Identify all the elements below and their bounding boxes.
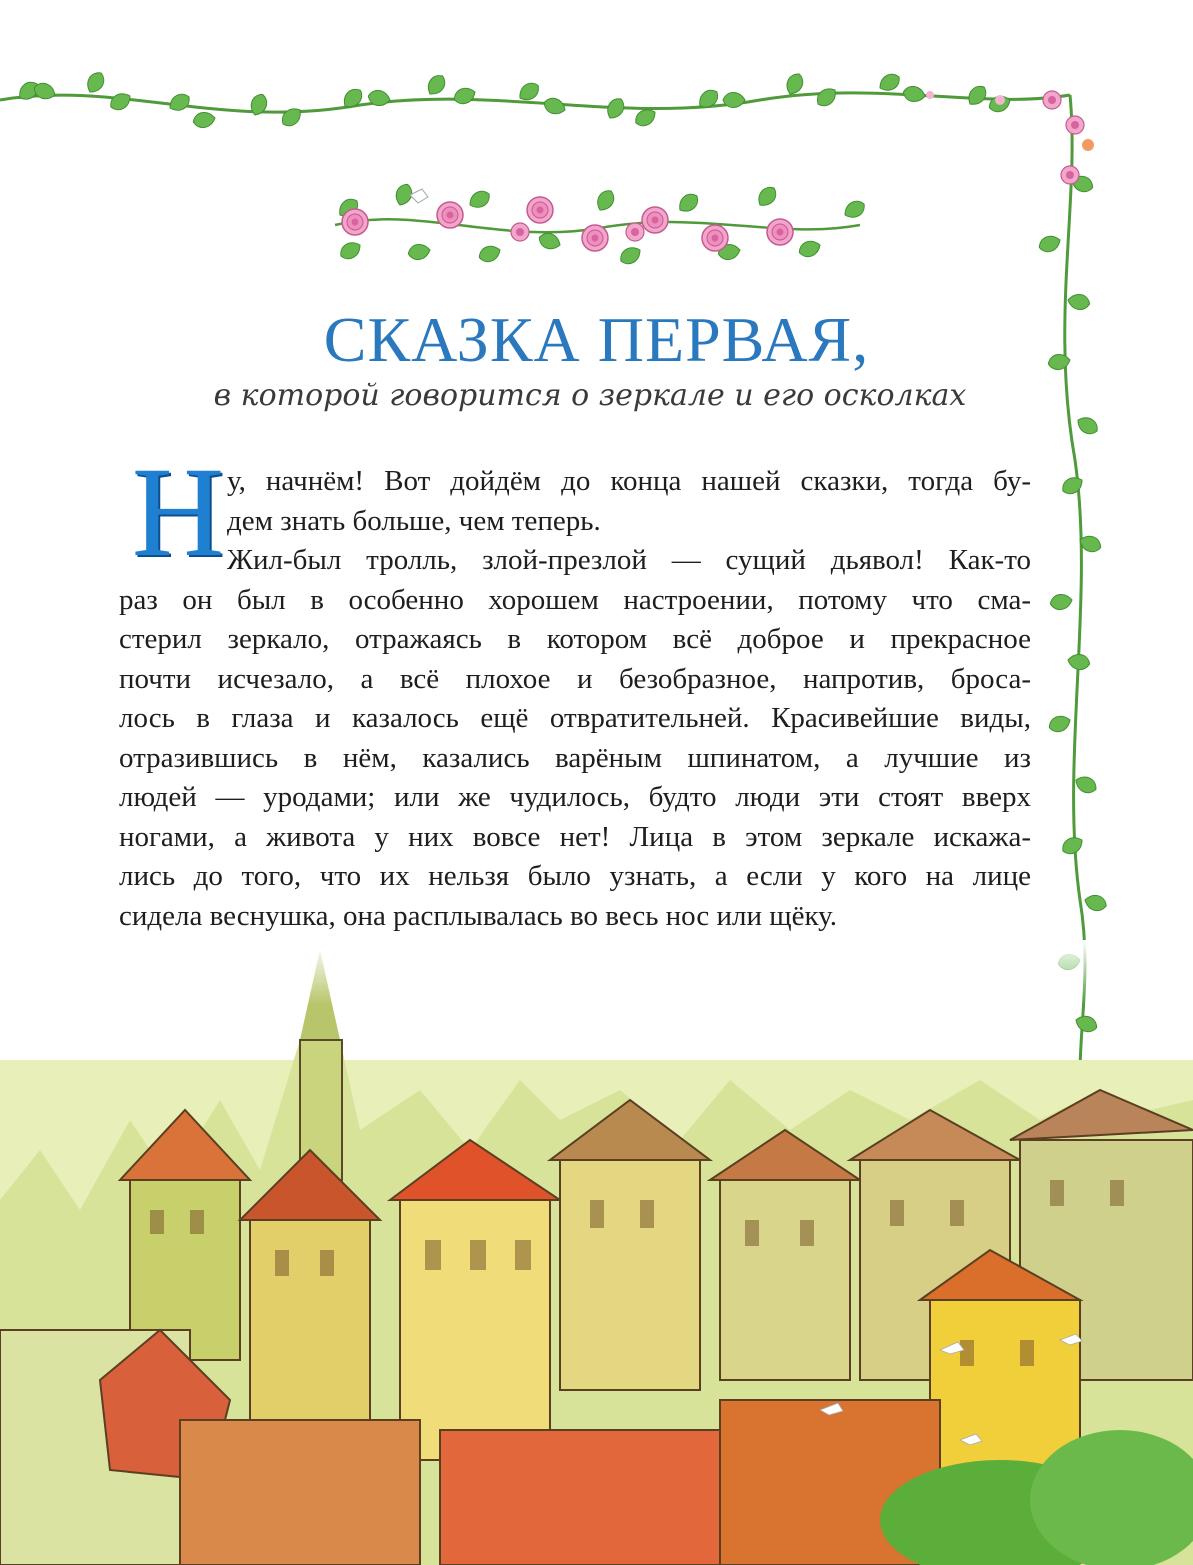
- text-line: Жил-был тролль, злой-презлой — сущий дьявол! Как-то: [227, 544, 1031, 576]
- text-line: у, начнём! Вот дойдём до конца нашей сказки, тогда бу-: [227, 465, 1031, 497]
- story-text: [119, 462, 1031, 936]
- text-line: дем знать больше, чем теперь.: [227, 504, 601, 537]
- rose-garland-icon: [335, 182, 868, 268]
- chapter-title: СКАЗКА ПЕРВАЯ,: [323, 304, 870, 375]
- text-line: лись до того, что их нельзя было узнать, а если у кого на лице: [119, 860, 1031, 892]
- text-line: отразившись в нём, казались варёным шпинатом, а лучшие из: [119, 741, 1031, 774]
- drop-cap: Н: [131, 441, 225, 583]
- text-line: сидела веснушка, она расплывалась во весь нос или щёку.: [119, 899, 838, 932]
- text-line: ногами, а живота у них вовсе нет! Лица в этом зеркале искажа-: [119, 820, 1031, 853]
- text-line: лось в глаза и казалось ещё отвратительней. Красивейшие виды,: [119, 702, 1031, 734]
- chapter-subtitle: в которой говорится о зеркале и его осколках: [213, 378, 967, 413]
- text-line: раз он был в особенно хорошем настроении, потому что сма-: [119, 583, 1031, 616]
- text-line: людей — уродами; или же чудилось, будто люди эти стоят вверх: [119, 781, 1031, 813]
- text-line: стерил зеркало, отражаясь в котором всё доброе и прекрасное: [119, 623, 1031, 655]
- old-town-rooftops-illustration: [0, 940, 1193, 1565]
- text-line: почти исчезало, а всё плохое и безобразное, напротив, броса-: [119, 662, 1031, 695]
